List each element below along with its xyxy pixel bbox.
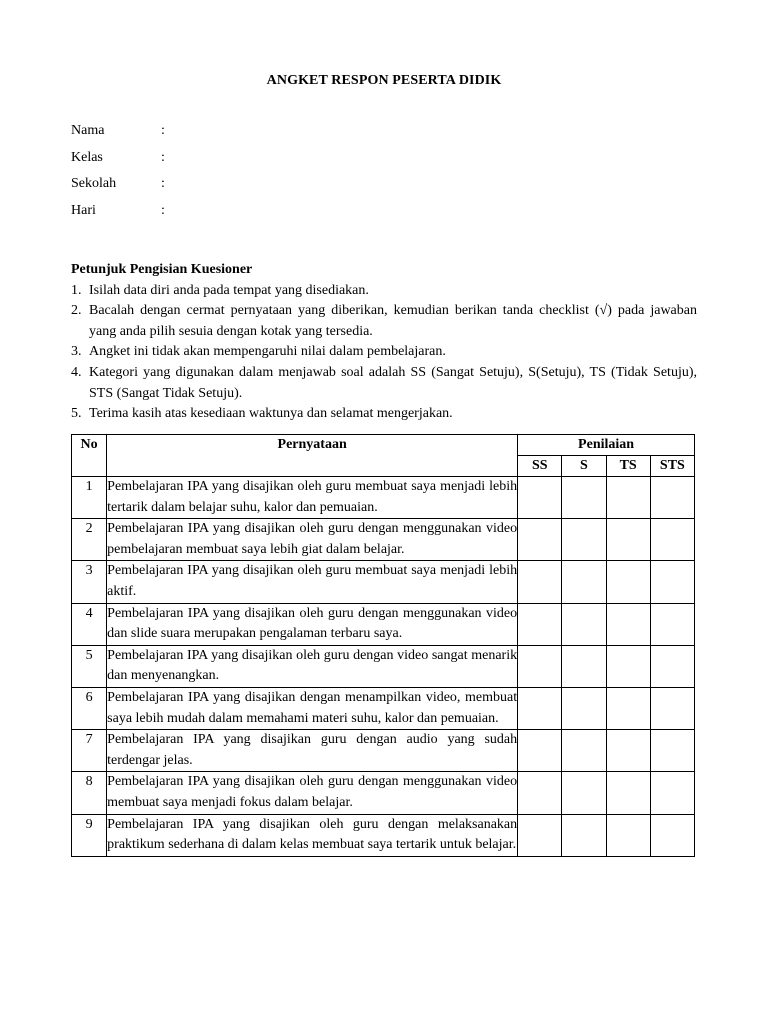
rating-cell-ss[interactable]	[518, 772, 562, 814]
identity-label: Hari	[71, 203, 96, 219]
row-number: 3	[72, 561, 107, 603]
identity-fields	[71, 121, 371, 228]
table-row	[72, 772, 695, 814]
row-statement: Pembelajaran IPA yang disajikan dengan menampilkan video, membuat saya lebih mudah dalam memahami materi suhu, kalor dan pemuaian.	[107, 687, 518, 729]
table-header-row	[72, 435, 695, 456]
table-row	[72, 687, 695, 729]
rating-cell-sts[interactable]	[650, 814, 694, 856]
rating-cell-s[interactable]	[562, 730, 606, 772]
instruction-item	[71, 281, 697, 302]
instruction-item	[71, 342, 697, 363]
instruction-text: Kategori yang digunakan dalam menjawab soal adalah SS (Sangat Setuju), S(Setuju), TS (Tidak Setuju), STS (Sangat Tidak Setuju).	[89, 364, 697, 401]
identity-row-hari	[71, 201, 371, 228]
row-statement: Pembelajaran IPA yang disajikan oleh guru dengan menggunakan video pembelajaran membuat saya lebih giat dalam belajar.	[107, 519, 518, 561]
rating-cell-ts[interactable]	[606, 477, 650, 519]
table-row	[72, 814, 695, 856]
identity-colon: :	[161, 149, 165, 165]
row-number: 9	[72, 814, 107, 856]
instruction-number: 1.	[71, 282, 82, 298]
row-number: 6	[72, 687, 107, 729]
rating-cell-sts[interactable]	[650, 477, 694, 519]
table-row	[72, 603, 695, 645]
rating-cell-s[interactable]	[562, 645, 606, 687]
header-rating-sts: STS	[650, 456, 694, 477]
header-rating-ss: SS	[518, 456, 562, 477]
rating-cell-s[interactable]	[562, 772, 606, 814]
row-number: 5	[72, 645, 107, 687]
identity-row-nama	[71, 121, 371, 148]
row-statement: Pembelajaran IPA yang disajikan oleh guru membuat saya menjadi lebih aktif.	[107, 561, 518, 603]
row-number: 2	[72, 519, 107, 561]
table-row	[72, 477, 695, 519]
instruction-text: Bacalah dengan cermat pernyataan yang diberikan, kemudian berikan tanda checklist (√) pada jawaban yang anda pilih sesuia dengan kotak yang tersedia.	[89, 303, 697, 339]
row-statement: Pembelajaran IPA yang disajikan guru dengan audio yang sudah terdengar jelas.	[107, 730, 518, 772]
rating-cell-ss[interactable]	[518, 519, 562, 561]
instruction-item	[71, 404, 697, 425]
row-statement: Pembelajaran IPA yang disajikan oleh guru dengan video sangat menarik dan menyenangkan.	[107, 645, 518, 687]
table-row	[72, 561, 695, 603]
rating-cell-s[interactable]	[562, 687, 606, 729]
instruction-number: 2.	[71, 303, 82, 319]
instruction-number: 3.	[71, 344, 82, 360]
table-row	[72, 519, 695, 561]
header-rating-s: S	[562, 456, 606, 477]
rating-cell-s[interactable]	[562, 519, 606, 561]
instructions-list	[71, 281, 697, 425]
rating-cell-sts[interactable]	[650, 561, 694, 603]
instruction-text: Angket ini tidak akan mempengaruhi nilai dalam pembelajaran.	[89, 344, 446, 360]
instruction-text: Isilah data diri anda pada tempat yang disediakan.	[89, 282, 369, 298]
header-rating-ts: TS	[606, 456, 650, 477]
row-statement: Pembelajaran IPA yang disajikan oleh guru dengan menggunakan video dan slide suara merupakan pengalaman terbaru saya.	[107, 603, 518, 645]
rating-cell-s[interactable]	[562, 477, 606, 519]
row-number: 7	[72, 730, 107, 772]
instruction-number: 5.	[71, 406, 82, 422]
rating-cell-ts[interactable]	[606, 561, 650, 603]
document-title: ANGKET RESPON PESERTA DIDIK	[266, 73, 502, 88]
instruction-item	[71, 363, 697, 404]
header-statement: Pernyataan	[107, 435, 518, 477]
rating-cell-ts[interactable]	[606, 603, 650, 645]
rating-cell-ts[interactable]	[606, 645, 650, 687]
rating-cell-ss[interactable]	[518, 730, 562, 772]
rating-cell-ss[interactable]	[518, 814, 562, 856]
identity-label: Nama	[71, 123, 105, 138]
row-statement: Pembelajaran IPA yang disajikan oleh guru dengan melaksanakan praktikum sederhana di dalam kelas membuat saya tertarik untuk belajar.	[107, 814, 518, 856]
instruction-text: Terima kasih atas kesediaan waktunya dan selamat mengerjakan.	[89, 406, 453, 422]
rating-cell-sts[interactable]	[650, 772, 694, 814]
rating-cell-sts[interactable]	[650, 687, 694, 729]
questionnaire-table	[71, 434, 695, 857]
identity-label: Kelas	[71, 149, 103, 165]
rating-cell-ts[interactable]	[606, 814, 650, 856]
identity-colon: :	[161, 123, 165, 138]
row-number: 1	[72, 477, 107, 519]
table-row	[72, 645, 695, 687]
rating-cell-ss[interactable]	[518, 687, 562, 729]
rating-cell-ss[interactable]	[518, 561, 562, 603]
rating-cell-ts[interactable]	[606, 730, 650, 772]
rating-cell-s[interactable]	[562, 814, 606, 856]
identity-row-kelas	[71, 148, 371, 175]
rating-cell-sts[interactable]	[650, 730, 694, 772]
rating-cell-ss[interactable]	[518, 645, 562, 687]
rating-cell-sts[interactable]	[650, 645, 694, 687]
rating-cell-sts[interactable]	[650, 603, 694, 645]
header-rating: Penilaian	[518, 435, 695, 456]
instructions-heading: Petunjuk Pengisian Kuesioner	[71, 262, 253, 277]
instruction-item	[71, 301, 697, 342]
identity-colon: :	[161, 203, 165, 219]
rating-cell-s[interactable]	[562, 561, 606, 603]
rating-cell-ss[interactable]	[518, 603, 562, 645]
row-statement: Pembelajaran IPA yang disajikan oleh guru dengan menggunakan video membuat saya menjadi fokus dalam belajar.	[107, 772, 518, 814]
instruction-number: 4.	[71, 364, 82, 380]
identity-colon: :	[161, 176, 165, 192]
row-statement: Pembelajaran IPA yang disajikan oleh guru membuat saya menjadi lebih tertarik dalam belajar suhu, kalor dan pemuaian.	[107, 477, 518, 519]
rating-cell-ts[interactable]	[606, 772, 650, 814]
identity-label: Sekolah	[71, 176, 117, 192]
rating-cell-ss[interactable]	[518, 477, 562, 519]
rating-cell-ts[interactable]	[606, 519, 650, 561]
rating-cell-sts[interactable]	[650, 519, 694, 561]
rating-cell-ts[interactable]	[606, 687, 650, 729]
instructions-section	[71, 260, 697, 425]
identity-row-sekolah	[71, 174, 371, 201]
header-no: No	[72, 435, 107, 477]
table-row	[72, 730, 695, 772]
rating-cell-s[interactable]	[562, 603, 606, 645]
row-number: 8	[72, 772, 107, 814]
row-number: 4	[72, 603, 107, 645]
